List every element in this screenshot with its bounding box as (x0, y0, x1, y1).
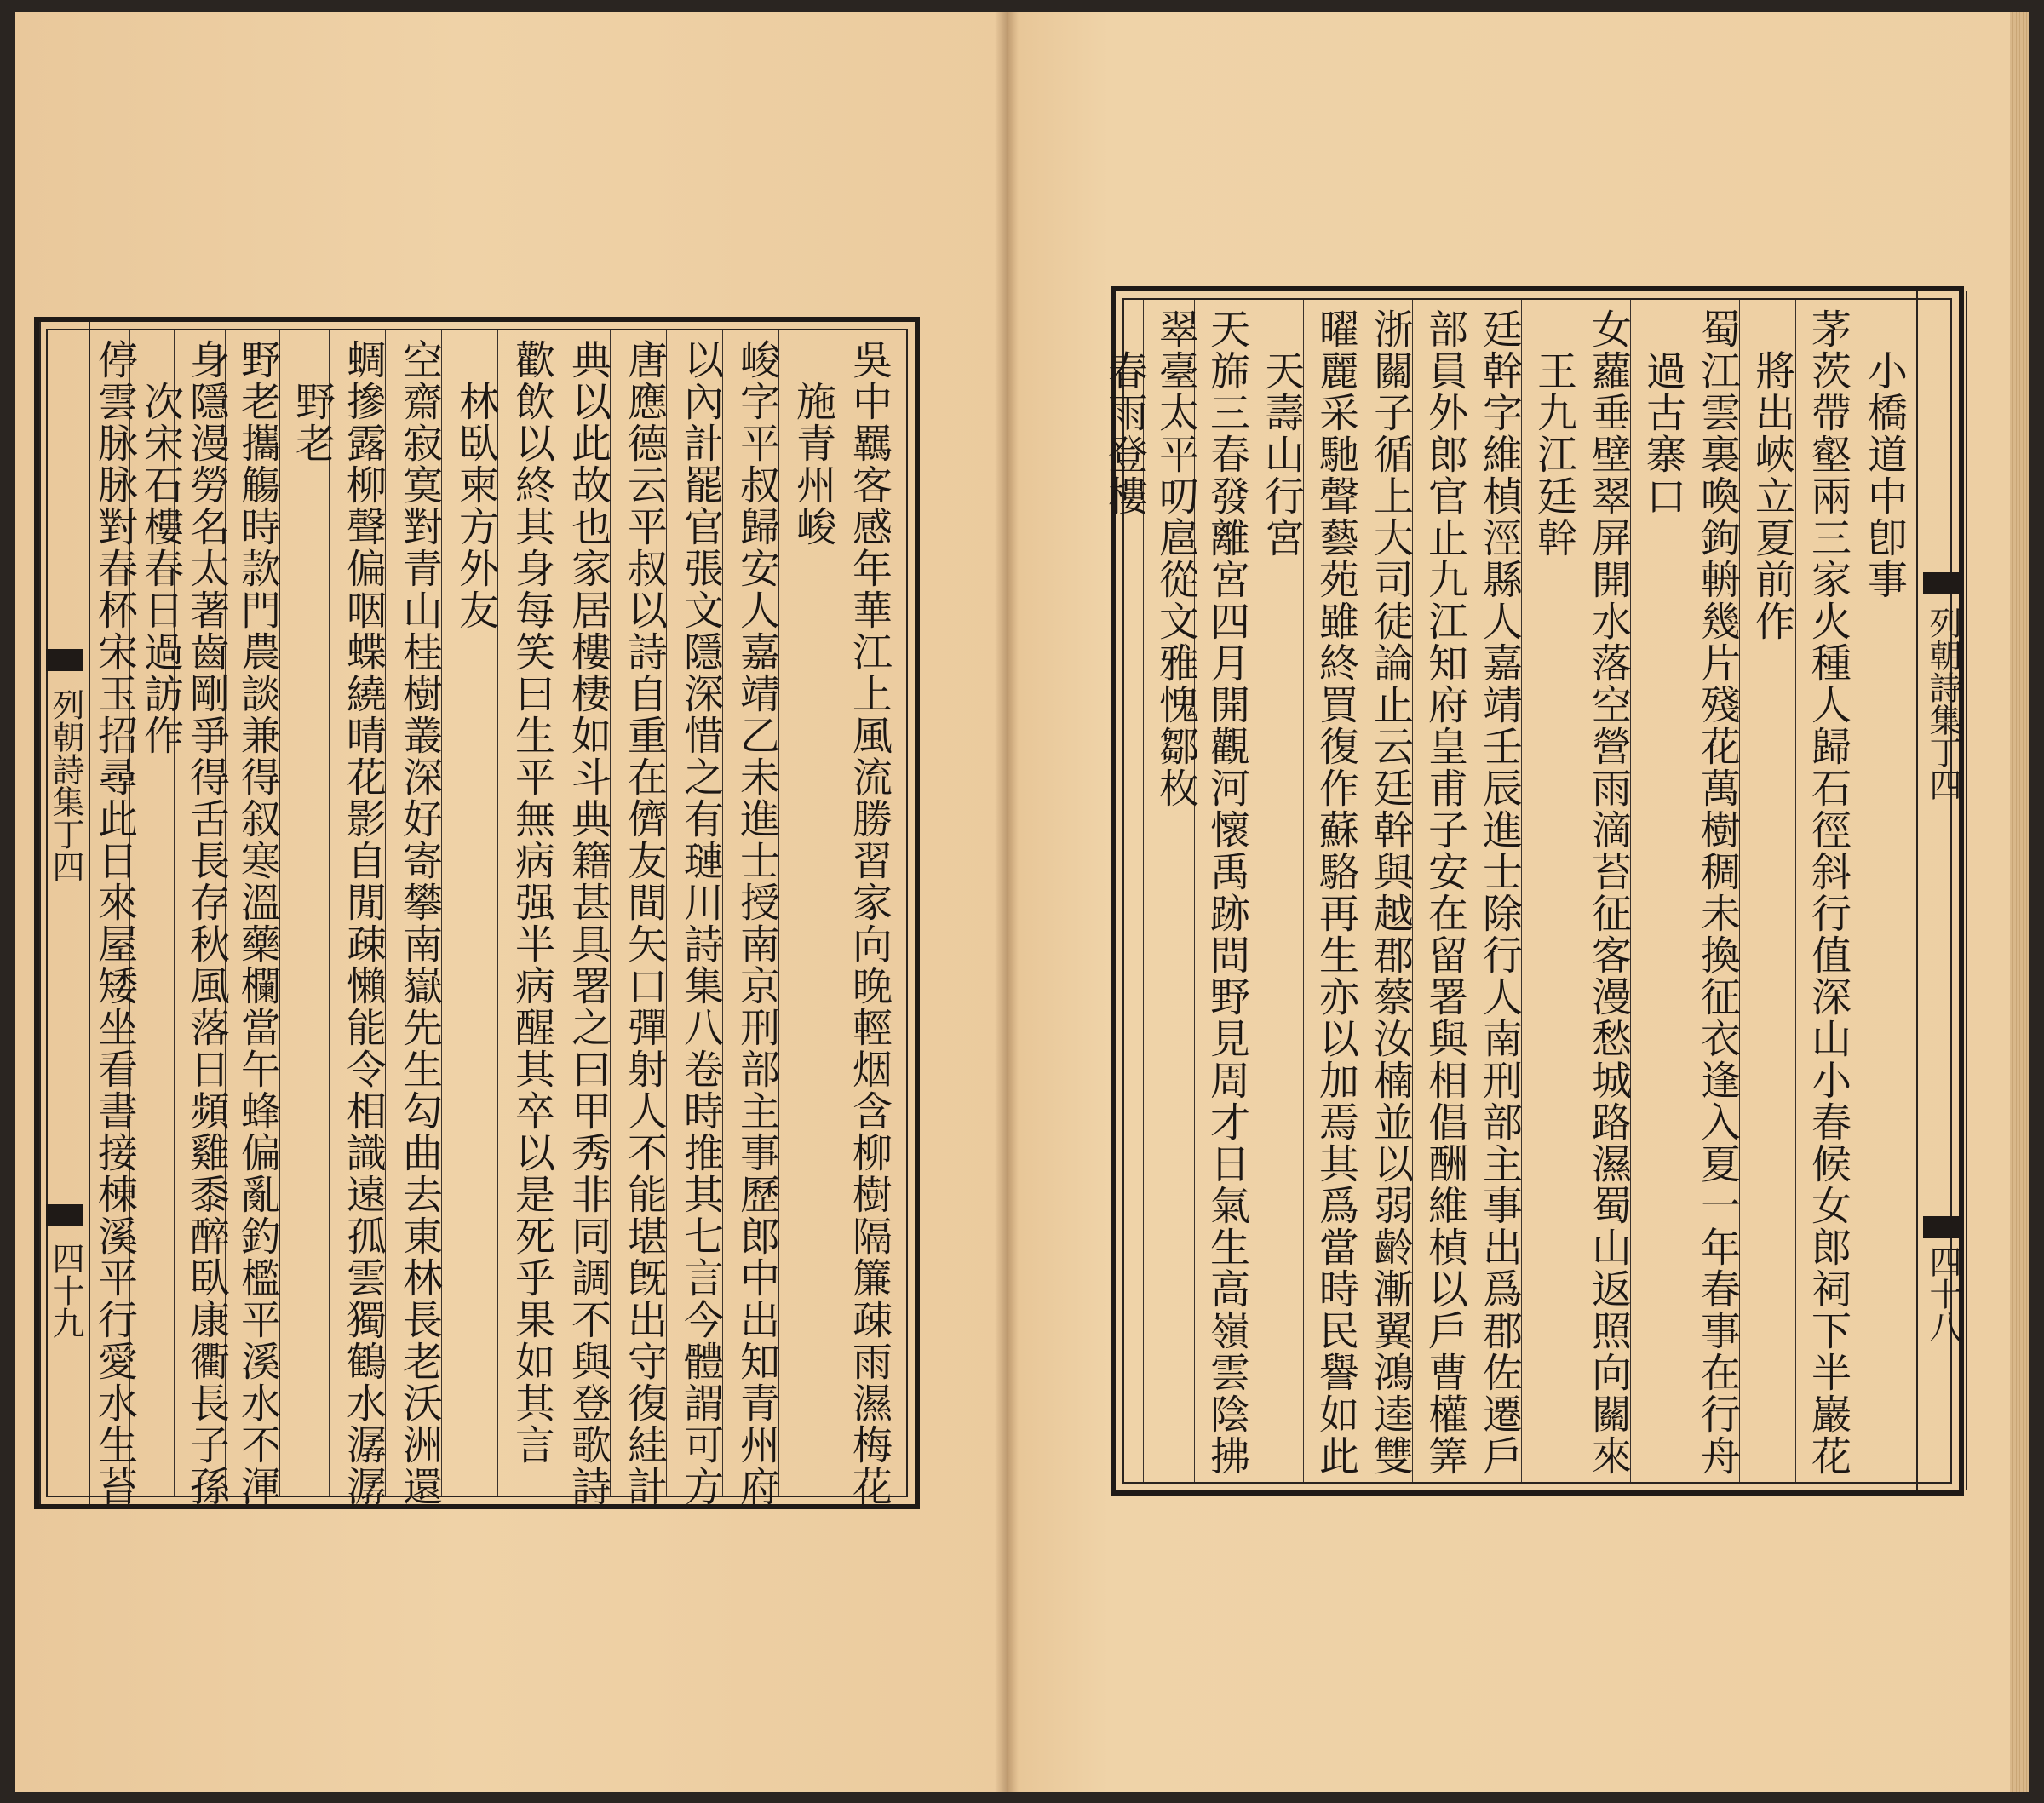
fold-fishtail-top (46, 649, 83, 671)
right-col-7: 王九江廷幹 (1530, 308, 1577, 559)
right-col-11: 曜麗采馳聲藝苑雖終買復作蘇駱再生亦以加焉其爲當時民譽如此 (1312, 308, 1359, 1477)
left-col-11: 野老 (289, 339, 336, 464)
right-col-6: 女蘿垂壁翠屏開水落空營雨滴苔征客漫愁城路濕蜀山返照向關來 (1585, 308, 1632, 1477)
left-col-14: 次宋石樓春日過訪作 (137, 339, 184, 756)
left-col-10: 蜩摻露柳聲偏咽蝶繞晴花影自閒疎懶能令相識遠孤雲獨鶴水潺潺 (340, 339, 387, 1507)
left-col-4: 以內計罷官張文隱深惜之有璉川詩集八卷時推其七言今體謂可方 (677, 339, 724, 1507)
left-col-3: 峻字平叔歸安人嘉靖乙未進士授南京刑部主事歷郎中出知青州府 (733, 339, 780, 1507)
page-edges (2010, 12, 2029, 1792)
right-col-1: 小橋道中卽事 (1861, 308, 1908, 600)
book-gutter (995, 12, 1019, 1792)
right-col-3: 將出峽立夏前作 (1748, 308, 1795, 642)
left-margin-title: 列朝詩集丁四 (47, 688, 84, 882)
left-col-9: 空齋寂寞對青山桂樹叢深好寄攀南嶽先生勾曲去東林長老沃洲還 (396, 339, 443, 1507)
right-col-10: 浙關子循上大司徒論止云廷幹與越郡蔡汝楠並以弱齡漸翼鴻逵雙 (1367, 308, 1414, 1477)
right-col-13: 天旆三春發離宮四月開觀河懷禹跡問野見周才日氣生高嶺雲陰拂 (1203, 308, 1250, 1477)
left-col-2: 施青州峻 (789, 339, 836, 548)
left-col-13: 身隱漫勞名太著齒剛爭得舌長存秋風落日頻雞黍醉臥康衢長子孫 (183, 339, 230, 1507)
right-col-14: 翠臺太平叨扈從文雅愧鄒枚 (1152, 308, 1199, 809)
right-col-2: 茅茨帶壑兩三家火種人歸石徑斜行值深山小春候女郎祠下半巖花 (1805, 308, 1852, 1477)
right-col-4: 蜀江雲裏喚鉤輈幾片殘花萬樹稠未換征衣逢入夏一年春事在行舟 (1694, 308, 1741, 1477)
fold-fishtail-bottom (1923, 1216, 1961, 1238)
fold-fishtail-bottom (46, 1204, 83, 1226)
left-col-8: 林臥柬方外友 (452, 339, 499, 631)
right-col-8: 廷幹字維楨涇縣人嘉靖壬辰進士除行人南刑部主事出爲郡佐遷戶 (1476, 308, 1523, 1477)
left-col-15: 停雲脉脉對春杯宋玉招尋此日來屋矮坐看書接棟溪平行愛水生苔 (91, 339, 138, 1507)
left-fold-column (39, 322, 90, 1504)
right-col-15: 春雨登樓 (1101, 308, 1148, 517)
left-col-6: 典以此故也家居樓棲如斗典籍甚具署之曰甲秀非同調不與登歌詩 (565, 339, 611, 1507)
left-text-frame (34, 317, 920, 1509)
left-col-7: 歡飲以終其身每笑曰生平無病强半病醒其卒以是死乎果如其言 (508, 339, 555, 1466)
right-fold-column (1916, 291, 1967, 1490)
right-margin-title: 列朝詩集丁四 (1924, 606, 1961, 801)
left-col-12: 野老攜觴時款門農談兼得叙寒溫藥欄當午蜂偏亂釣檻平溪水不渾 (234, 339, 281, 1507)
right-col-12: 天壽山行宮 (1258, 308, 1305, 559)
right-col-5: 過古寨口 (1639, 308, 1686, 517)
left-col-5: 唐應德云平叔以詩自重在儕友間矢口彈射人不能堪旣出守復絓計 (621, 339, 668, 1507)
fold-fishtail-top (1923, 572, 1961, 594)
right-folio-number: 四十八 (1924, 1245, 1961, 1342)
right-text-frame (1101, 286, 1964, 1496)
right-col-9: 部員外郎官止九江知府皇甫子安在留署與相倡酬維楨以戶曹權筭 (1421, 308, 1468, 1477)
left-folio-number: 四十九 (47, 1242, 84, 1339)
left-col-1: 吳中羈客感年華江上風流勝習家向晚輕烟含柳樹隔簾疎雨濕梅花 (846, 339, 893, 1507)
